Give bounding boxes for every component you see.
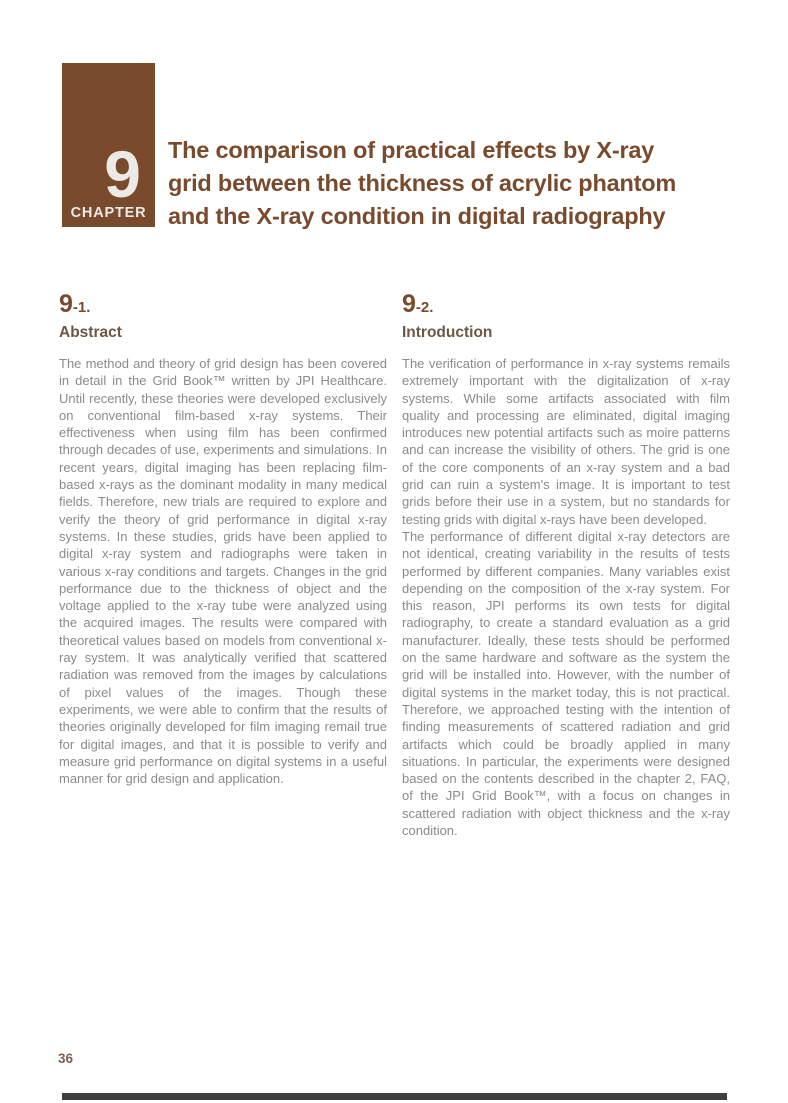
section-heading-introduction: Introduction (402, 324, 493, 341)
section-introduction (402, 292, 730, 839)
chapter-title-line-3: and the X-ray condition in digital radiography (168, 203, 666, 229)
chapter-title-line-1: The comparison of practical effects by X-ray (168, 137, 655, 163)
two-column-layout (59, 292, 730, 839)
chapter-number: 9 (104, 136, 141, 211)
introduction-paragraph-2: The performance of different digital x-ray detectors are not identical, creating variability in the results of tests performed by different companies. Many variables exist depending on the composition of the x-ray system. For this reason, JPI performs its own tests for digital radiography, to create a standard evaluation as a grid manufacturer. Ideally, these tests should be performed on the same hardware and software as the system the grid will be installed into. However, with the number of digital systems in the market today, this is not practical. Therefore, we approached testing with the intention of finding measurements of scattered radiation and grid artifacts which could be broadly applied in many situations. In particular, the experiments were designed based on the contents described in the chapter 2, FAQ, of the JPI Grid Book™, with a focus on changes in scattered radiation with object thickness and the x-ray condition. (402, 528, 730, 839)
section-number-9-1 (59, 292, 387, 320)
section-number-9-2 (402, 292, 730, 320)
section-abstract (59, 292, 387, 839)
chapter-label: CHAPTER (70, 205, 147, 221)
section-number-big: 9 (59, 290, 73, 318)
section-heading-abstract: Abstract (59, 324, 122, 341)
introduction-paragraph-1: The verification of performance in x-ray systems remails extremely important with the digitalization of x-ray systems. While some artifacts associated with film quality and processing are eliminated, digital imaging introduces new potential artifacts such as moire patterns and can increase the visibility of others. The grid is one of the core components of an x-ray system and a bad grid can ruin a system's image. It is important to test grids before their use in a system, but no standards for testing grids with digital x-rays have been developed. (402, 356, 730, 527)
chapter-title (168, 134, 676, 233)
section-number-suffix: -2. (415, 299, 434, 316)
footer-bar (62, 1093, 727, 1100)
section-number-big: 9 (402, 290, 416, 318)
chapter-box (62, 63, 155, 227)
chapter-title-line-2: grid between the thickness of acrylic phantom (168, 170, 677, 196)
section-number-suffix: -1. (72, 299, 91, 316)
abstract-paragraph: The method and theory of grid design has been covered in detail in the Grid Book™ written by JPI Healthcare. Until recently, these theories were developed exclusively on conventional film-based x-ray systems. Their effectiveness when using film has been confirmed through decades of use, experiments and simulations. In recent years, digital imaging has been replacing film-based x-rays as the dominant modality in many medical fields. Therefore, new trials are required to explore and verify the theory of grid performance in digital x-ray systems. In these studies, grids have been applied to digital x-ray system and radiographs were taken in various x-ray conditions and targets. Changes in the grid performance due to the thickness of object and the voltage applied to the x-ray tube were analyzed using the acquired images. The results were compared with theoretical values based on models from conventional x-ray system. It was analytically verified that scattered radiation was removed from the images by calculations of pixel values of the images. Though these experiments, we were able to confirm that the results of theories originally developed for film imaging remail true for digital images, and that it is possible to verify and measure grid performance on digital systems in a useful manner for grid design and application. (59, 356, 387, 787)
page-number: 36 (58, 1051, 74, 1066)
